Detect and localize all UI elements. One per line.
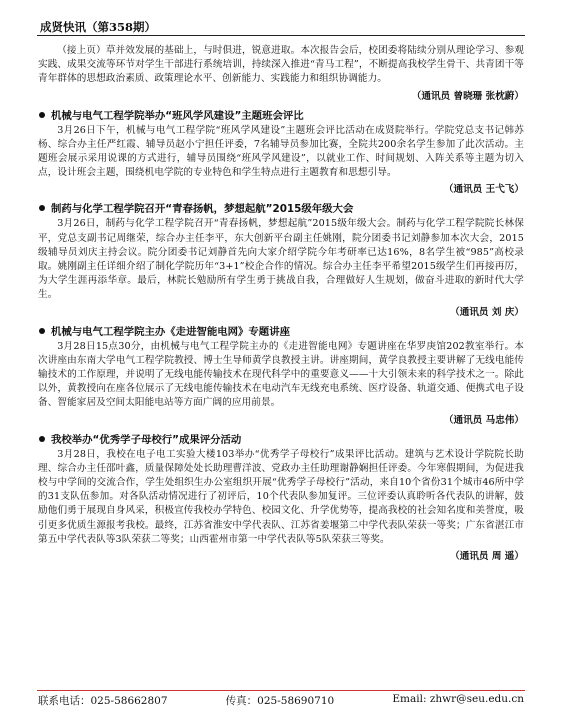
header-divider	[37, 35, 525, 36]
section-title	[38, 109, 524, 123]
newsletter-title: 成贤快讯（第358期）	[40, 20, 157, 34]
section-title	[38, 433, 524, 447]
section-body: 3月28日，我校在电子电工实验大楼103举办“优秀学子母校行”成果评比活动。建筑与艺术设计学院院长助理、综合办主任邵叶鑫，质量保障处处长助理曹洋波、党政办主任助理谢静娴担任评委。今年寒假期间，为促进我校与中学间的交流合作，学生处组织生办公室组织开展“优秀学子母校行”活动，来自10个省份31个城市46所中学的31支队伍参加。对各队活动情况进行了初评后，10个代表队参加复评。三位评委认真聆听各代表队的讲解，鼓励他们勇于展现自身风采，积极宣传我校办学特色、校园文化、升学优势等，提高我校的社会知名度和美誉度，吸引更多优质生源报考我校。最终，江苏省淮安中学代表队、江苏省姜堰第二中学代表队荣获一等奖；广东省湛江市第五中学代表队等3队荣获二等奖；山西霍州市第一中学代表队等5队荣获三等奖。	[38, 448, 524, 545]
footer	[38, 693, 524, 708]
section-title-text: 制药与化学工程学院召开“青春扬帆，梦想起航”2015级年级大会	[51, 203, 354, 216]
section-title	[38, 202, 524, 216]
footer-divider	[37, 690, 525, 691]
section-body: 3月28日15点30分，由机械与电气工程学院主办的《走进智能电网》专题讲座在华罗庚馆202教室举行。本次讲座由东南大学电气工程学院教授、博士生导师黄学良教授主讲。讲座期间，黄学良教授主要讲解了无线电能传输技术的工作原理，并说明了无线电能传输技术在现代科学中的重要意义——十大引领未来的科学技术之一。除此以外，黄教授向在座各位展示了无线电能传输技术在电动汽车无线充电系统、医疗设备、轨道交通、便携式电子设备、智能家居及空间太阳能电站等方面广阔的应用前景。	[38, 340, 524, 409]
section-title	[38, 325, 524, 339]
section-byline: （通讯员 刘 庆）	[450, 306, 524, 318]
section-byline: （通讯员 王弋飞）	[443, 184, 524, 196]
footer-phone: 联系电话：025-58662807	[38, 695, 168, 707]
bullet-icon	[39, 328, 45, 334]
section-title-text: 机械与电气工程学院主办《走进智能电网》专题讲座	[51, 325, 290, 338]
footer-email: Email: zhwr@seu.edu.cn	[392, 693, 524, 705]
intro-paragraph: （接上页）草并效发展的基础上，与时俱进，锐意进取。本次报告会后，校团委将陆续分别从理论学习、参观实践、成果交流等环节对学生干部进行系统培训，持续深入推进“青马工程”，不断提高我校学生骨干、共青团干等青年群体的思想政治素质、政策理论水平、创新能力、实践能力和组织协调能力。	[38, 45, 524, 85]
bullet-icon	[39, 436, 45, 442]
article-content	[38, 44, 524, 569]
bullet-icon	[39, 112, 45, 118]
footer-fax: 传真：025-58690710	[225, 695, 335, 707]
section-body: 3月26日下午，机械与电气工程学院“班风学风建设”主题班会评比活动在成贤院举行。学院党总支书记韩苏杨、综合办主任严红霞、辅导员赵小宁担任评委，7名辅导员参加比赛，全院共200余名学生参加了此次活动。主题班会展示采用说课的方式进行，辅导员围绕“班风学风建设”，以就业工作、时间规划、入阵关系等主题为切入点，设计班会主题，围绕机电学院的专业特色和学生特点进行主题教育和思想引导。	[38, 124, 524, 179]
section-title-text: 我校举办“优秀学子母校行”成果评分活动	[51, 433, 242, 446]
bullet-icon	[39, 205, 45, 211]
intro-byline: （通讯员 曾晓珊 张枕蔚）	[411, 90, 524, 102]
section-byline: （通讯员 周 遥）	[450, 551, 524, 563]
section-title-text: 机械与电气工程学院举办“班风学风建设”主题班会评比	[51, 109, 304, 122]
section-byline: （通讯员 马忠伟）	[443, 414, 524, 426]
section-body: 3月26日，制药与化学工程学院召开“青春扬帆，梦想起航”2015级年级大会。制药与化学工程学院院长林保平，党总支副书记周继荣，综合办主任李平，东大创新平台副主任姚刚，院分团委书记刘静参加本次大会，2015级辅导员刘庆主持会议。院分团委书记刘静首先向大家介绍学院今年考研率已达16%，8名学生被“985”高校录取。姚刚副主任详细介绍了制化学院历年“3+1”校企合作的情况。综合办主任李平希望2015级学生们再接再厉，为大学生涯再添华章。最后，林院长勉励所有学生勇于挑战自我，合理做好人生规划，做奋斗进取的新时代大学生。	[38, 218, 524, 301]
